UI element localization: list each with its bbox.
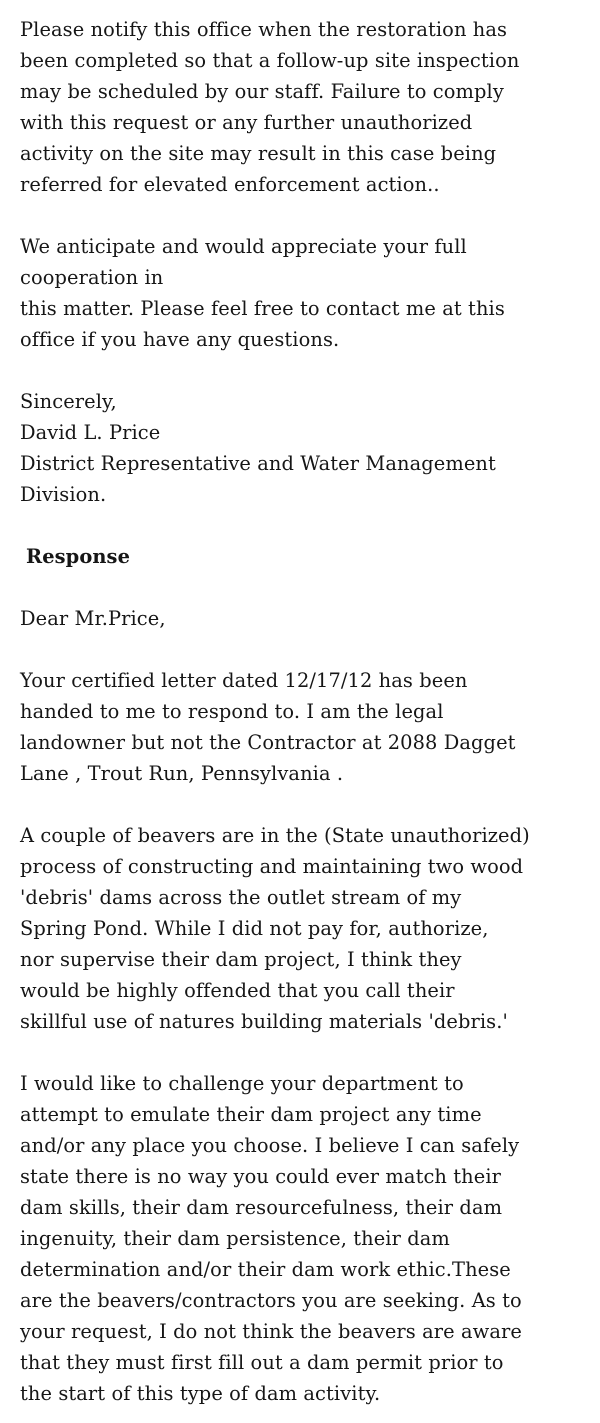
paragraph-gap bbox=[20, 572, 586, 603]
signer-title: Division. bbox=[20, 483, 107, 506]
letter-signature-block bbox=[20, 386, 586, 510]
closing-line: Sincerely, bbox=[20, 390, 117, 413]
text-line: would be highly offended that you call their bbox=[20, 979, 455, 1002]
text-line: Lane , Trout Run, Pennsylvania . bbox=[20, 762, 344, 785]
text-line: this matter. Please feel free to contact me at this bbox=[20, 297, 505, 320]
text-line: may be scheduled by our staff. Failure to comply bbox=[20, 80, 504, 103]
text-line: state there is no way you could ever match their bbox=[20, 1165, 502, 1188]
text-line: Please notify this office when the restoration has bbox=[20, 18, 508, 41]
text-line: We anticipate and would appreciate your full bbox=[20, 235, 467, 258]
text-line: activity on the site may result in this case being bbox=[20, 142, 497, 165]
text-line: the start of this type of dam activity. bbox=[20, 1382, 381, 1405]
text-line: landowner but not the Contractor at 2088 Dagget bbox=[20, 731, 516, 754]
text-line: dam skills, their dam resourcefulness, their dam bbox=[20, 1196, 503, 1219]
text-line: Your certified letter dated 12/17/12 has been bbox=[20, 669, 468, 692]
signer-title: District Representative and Water Management bbox=[20, 452, 496, 475]
text-line: with this request or any further unauthorized bbox=[20, 111, 473, 134]
response-paragraph-challenge bbox=[20, 1068, 586, 1409]
text-line: your request, I do not think the beavers are aware bbox=[20, 1320, 522, 1343]
text-line: skillful use of natures building materials 'debris.' bbox=[20, 1010, 508, 1033]
response-paragraph-landowner bbox=[20, 665, 586, 789]
paragraph-gap bbox=[20, 510, 586, 541]
text-line: and/or any place you choose. I believe I can safely bbox=[20, 1134, 520, 1157]
letter-paragraph-cooperation bbox=[20, 231, 586, 355]
letter-paragraph-restoration bbox=[20, 14, 586, 200]
signer-name: David L. Price bbox=[20, 421, 161, 444]
text-line: are the beavers/contractors you are seeking. As to bbox=[20, 1289, 522, 1312]
paragraph-gap bbox=[20, 1037, 586, 1068]
text-line: ingenuity, their dam persistence, their dam bbox=[20, 1227, 450, 1250]
text-line: I would like to challenge your department to bbox=[20, 1072, 464, 1095]
paragraph-gap bbox=[20, 634, 586, 665]
text-line: handed to me to respond to. I am the legal bbox=[20, 700, 444, 723]
text-line: nor supervise their dam project, I think they bbox=[20, 948, 462, 971]
text-line: Spring Pond. While I did not pay for, authorize, bbox=[20, 917, 489, 940]
text-line: referred for elevated enforcement action.. bbox=[20, 173, 440, 196]
text-line: A couple of beavers are in the (State unauthorized) bbox=[20, 824, 530, 847]
text-line: attempt to emulate their dam project any time bbox=[20, 1103, 482, 1126]
response-salutation: Dear Mr.Price, bbox=[20, 607, 166, 630]
paragraph-gap bbox=[20, 355, 586, 386]
text-line: office if you have any questions. bbox=[20, 328, 340, 351]
text-line: process of constructing and maintaining two wood bbox=[20, 855, 524, 878]
response-paragraph-beavers bbox=[20, 820, 586, 1037]
text-line: cooperation in bbox=[20, 266, 164, 289]
text-line: that they must first fill out a dam permit prior to bbox=[20, 1351, 504, 1374]
text-line: 'debris' dams across the outlet stream of my bbox=[20, 886, 462, 909]
text-line: been completed so that a follow-up site inspection bbox=[20, 49, 520, 72]
response-heading: Response bbox=[26, 545, 131, 568]
paragraph-gap bbox=[20, 789, 586, 820]
text-line: determination and/or their dam work ethic.These bbox=[20, 1258, 511, 1281]
paragraph-gap bbox=[20, 200, 586, 231]
